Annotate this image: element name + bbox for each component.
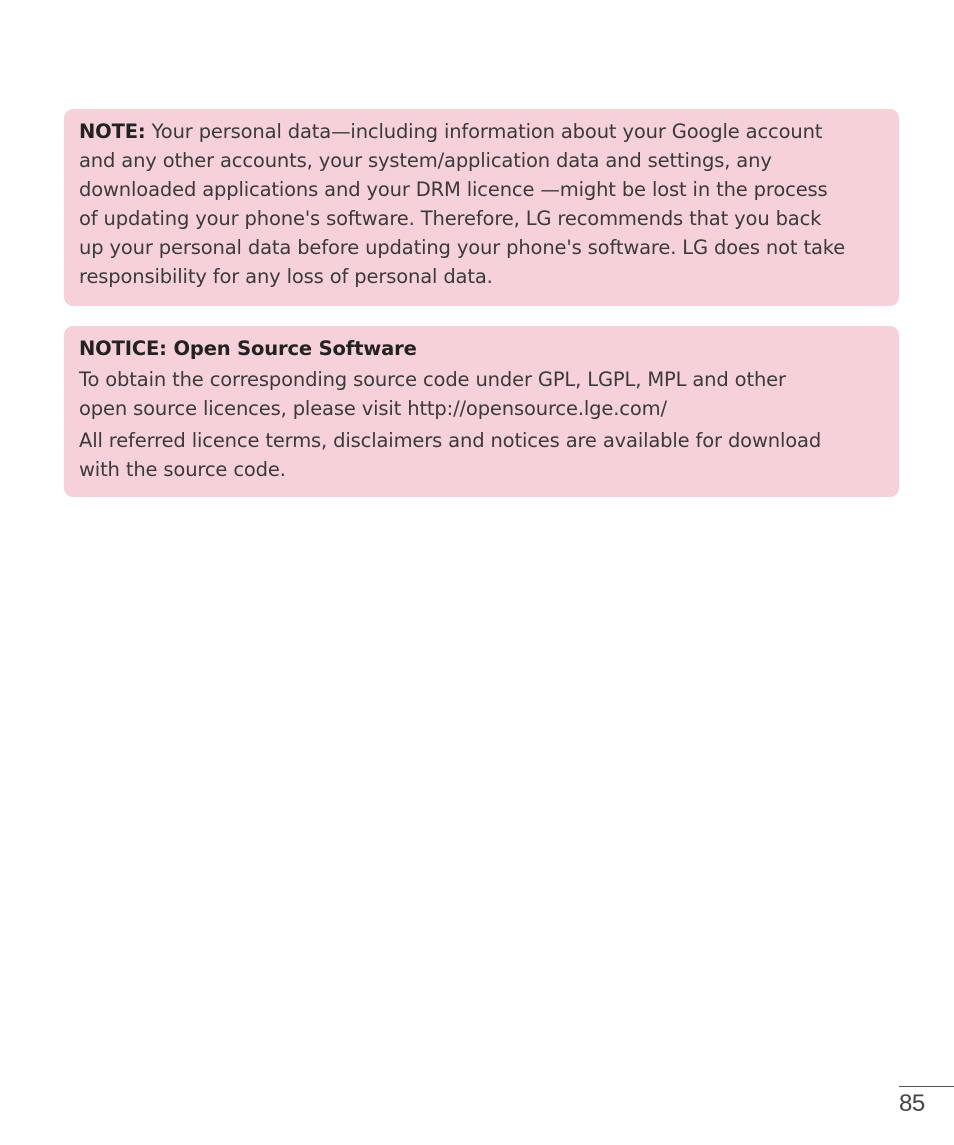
note-body: Your personal data—including information about your Google account and any other accounts, your system/application data and settings, any downloaded applications and your DRM licence —might be lost in the process of updating your phone's software. Therefore, LG recommends that you back up your personal data before updating your phone's software. LG does not take responsibility for any loss of personal data. <box>79 120 846 288</box>
note-paragraph <box>79 117 881 291</box>
notice-paragraph-source-code: To obtain the corresponding source code under GPL, LGPL, MPL and other open source licences, please visit http://opensource.lge.com/ <box>79 368 786 420</box>
notice-heading: NOTICE: Open Source Software <box>79 337 417 360</box>
page-number-rule <box>899 1086 954 1087</box>
note-box-personal-data <box>64 109 899 306</box>
note-label: NOTE: <box>79 120 146 143</box>
notice-paragraph-licence-terms: All referred licence terms, disclaimers and notices are available for download with the source code. <box>79 429 822 481</box>
page-number: 85 <box>899 1090 925 1117</box>
notice-box-open-source <box>64 326 899 497</box>
